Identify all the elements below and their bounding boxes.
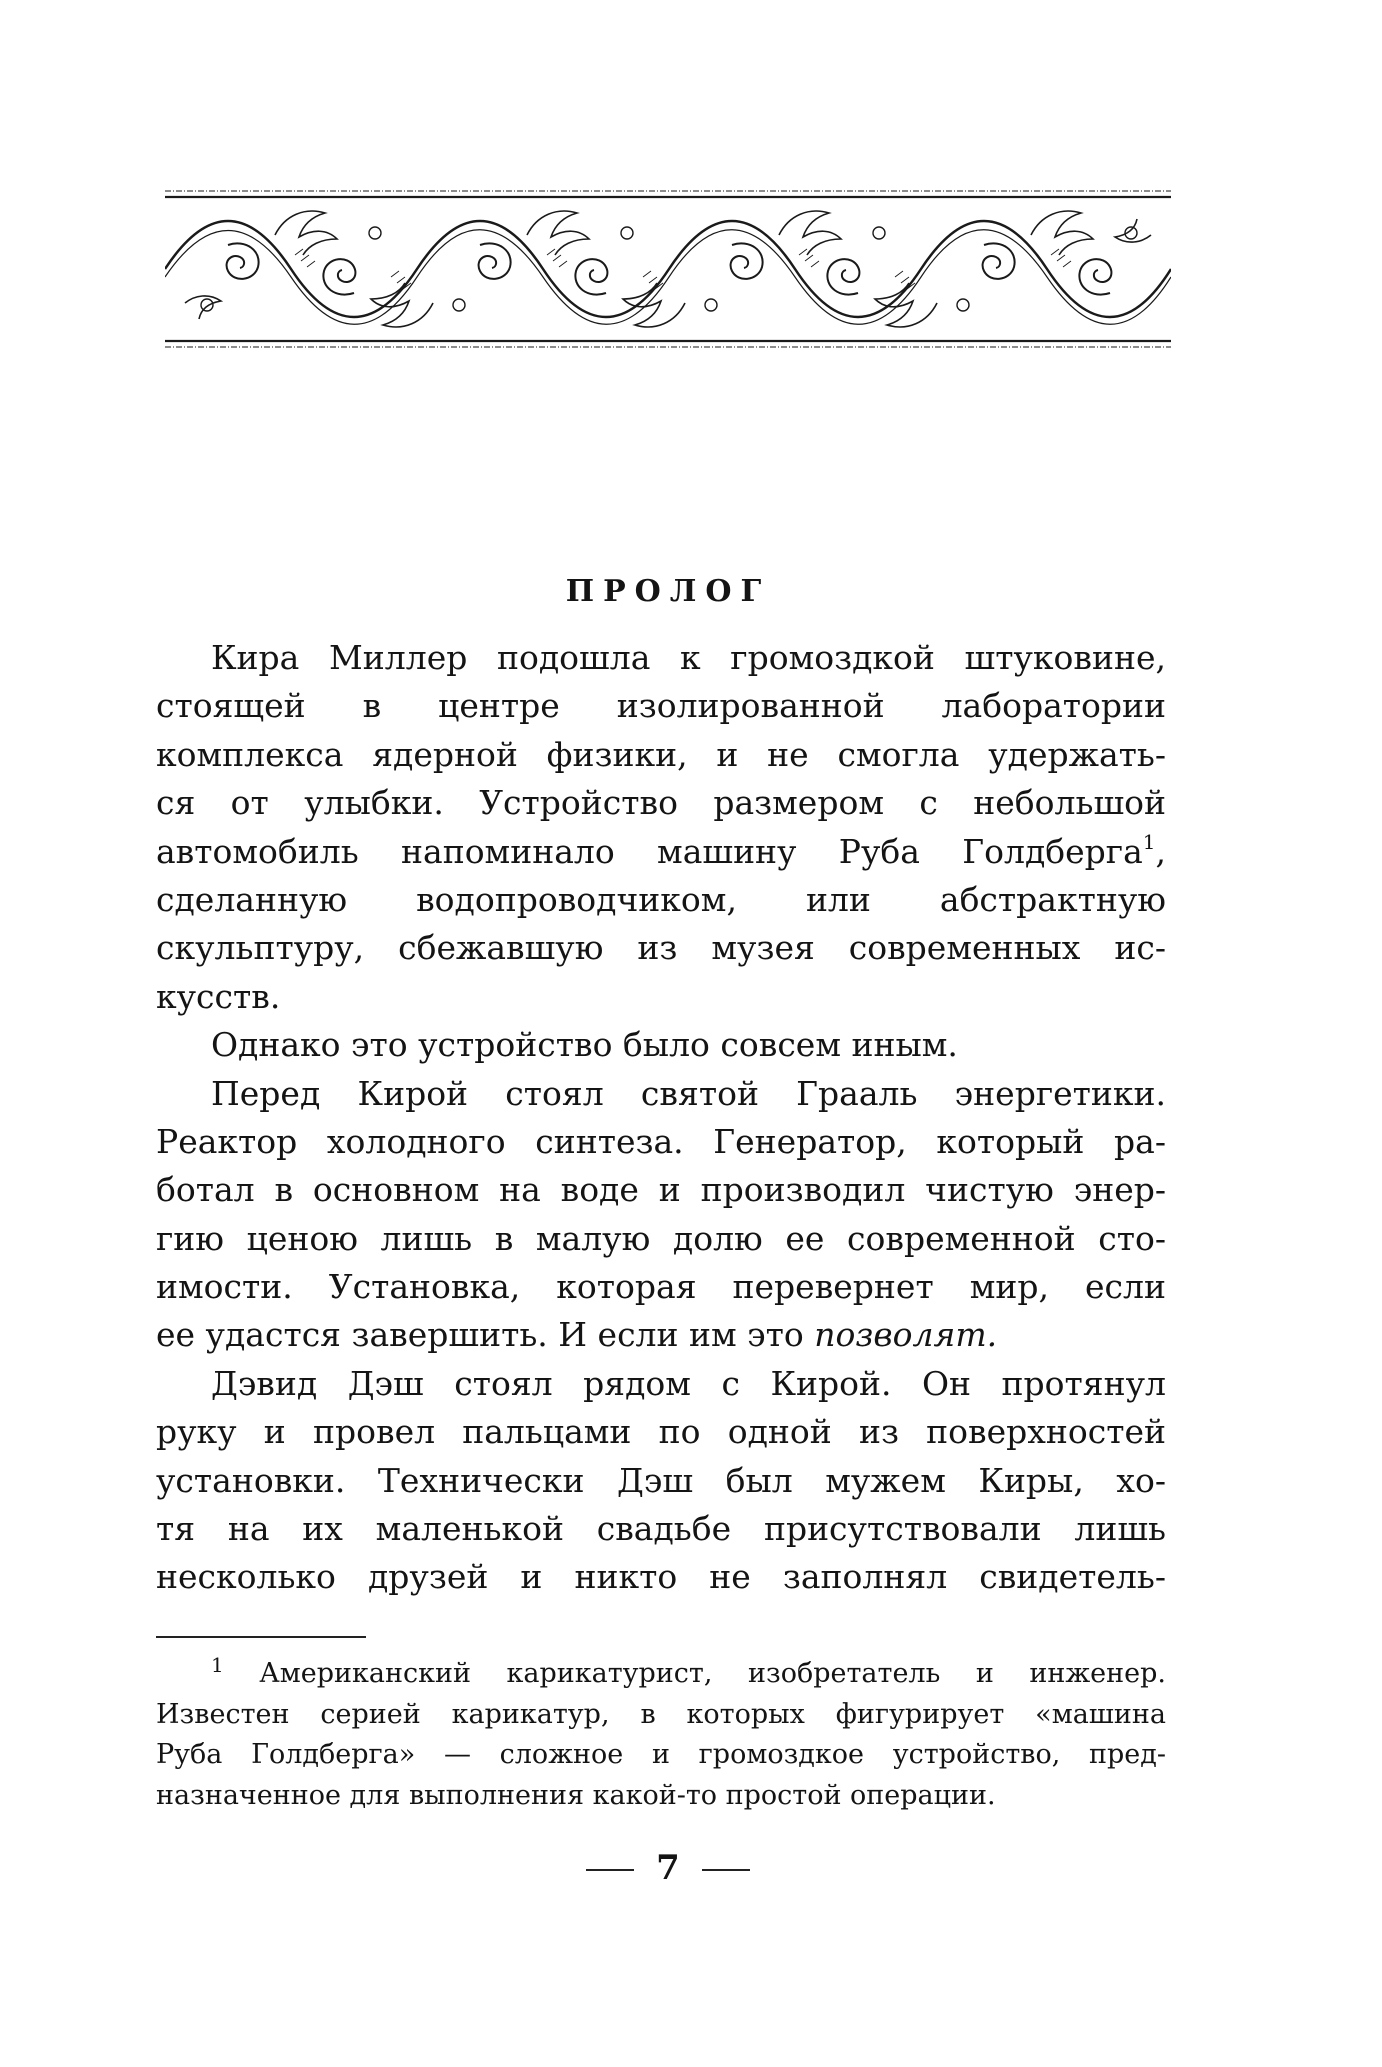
text-line: Реактор холодного синтеза. Генератор, который ра-	[156, 1121, 1166, 1161]
footnote-divider	[156, 1636, 366, 1638]
text-line: комплекса ядерной физики, и не смогла удержать-	[156, 734, 1166, 774]
text-line: гию ценою лишь в малую долю ее современной сто-	[156, 1218, 1166, 1258]
text-fragment: автомобиль напоминало машину Руба Голдберга	[156, 831, 1143, 871]
page-number	[165, 1846, 1171, 1890]
footnote-line	[156, 1654, 1166, 1695]
footnote-line: Известен серией карикатур, в которых фигурирует «машина	[156, 1698, 1166, 1730]
dash-right	[702, 1869, 750, 1871]
footnote	[156, 1654, 1166, 1816]
text-line: стоящей в центре изолированной лаборатории	[156, 686, 1166, 726]
emphasis-text: позволят.	[814, 1315, 998, 1355]
text-line: несколько друзей и никто не заполнял свидетель-	[156, 1557, 1166, 1597]
text-fragment: Американский карикатурист, изобретатель и инженер.	[259, 1658, 1166, 1689]
text-line: Перед Кирой стоял святой Грааль энергетики.	[211, 1073, 1166, 1113]
punctuation: ,	[1155, 831, 1166, 871]
dash-left	[586, 1869, 634, 1871]
page-number-value: 7	[656, 1848, 680, 1888]
footnote-reference[interactable]: 1	[1142, 829, 1156, 854]
footnote-line: назначенное для выполнения какой-то простой операции.	[156, 1779, 996, 1811]
text-line: Кира Миллер подошла к громоздкой штуковине,	[211, 638, 1166, 677]
text-line: руку и провел пальцами по одной из поверхностей	[156, 1412, 1166, 1452]
text-line: тя на их маленькой свадьбе присутствовали лишь	[156, 1509, 1166, 1549]
text-line: ся от улыбки. Устройство размером с небольшой	[156, 783, 1166, 823]
footnote-line: Руба Голдберга» — сложное и громоздкое устройство, пред-	[156, 1739, 1166, 1770]
text-line: установки. Технически Дэш был мужем Киры, хо-	[156, 1460, 1166, 1500]
body-text	[156, 634, 1166, 1602]
text-line: имости. Установка, которая перевернет мир, если	[156, 1267, 1166, 1307]
footnote-number: 1	[211, 1653, 224, 1677]
text-line-with-emphasis	[156, 1311, 1166, 1359]
text-line: ботал в основном на воде и производил чистую энер-	[156, 1170, 1166, 1210]
text-line: Однако это устройство было совсем иным.	[211, 1025, 958, 1065]
decorative-header-ornament	[165, 185, 1171, 353]
text-line-with-footnote	[156, 828, 1166, 876]
text-line: скульптуру, сбежавшую из музея современных ис-	[156, 928, 1166, 968]
text-line: сделанную водопроводчиком, или абстрактную	[156, 879, 1166, 919]
chapter-heading: ПРОЛОГ	[565, 574, 771, 609]
text-line: кусств.	[156, 976, 281, 1016]
text-line: Дэвид Дэш стоял рядом с Кирой. Он протянул	[211, 1363, 1166, 1403]
text-fragment: ее удастся завершить. И если им это	[156, 1315, 804, 1355]
